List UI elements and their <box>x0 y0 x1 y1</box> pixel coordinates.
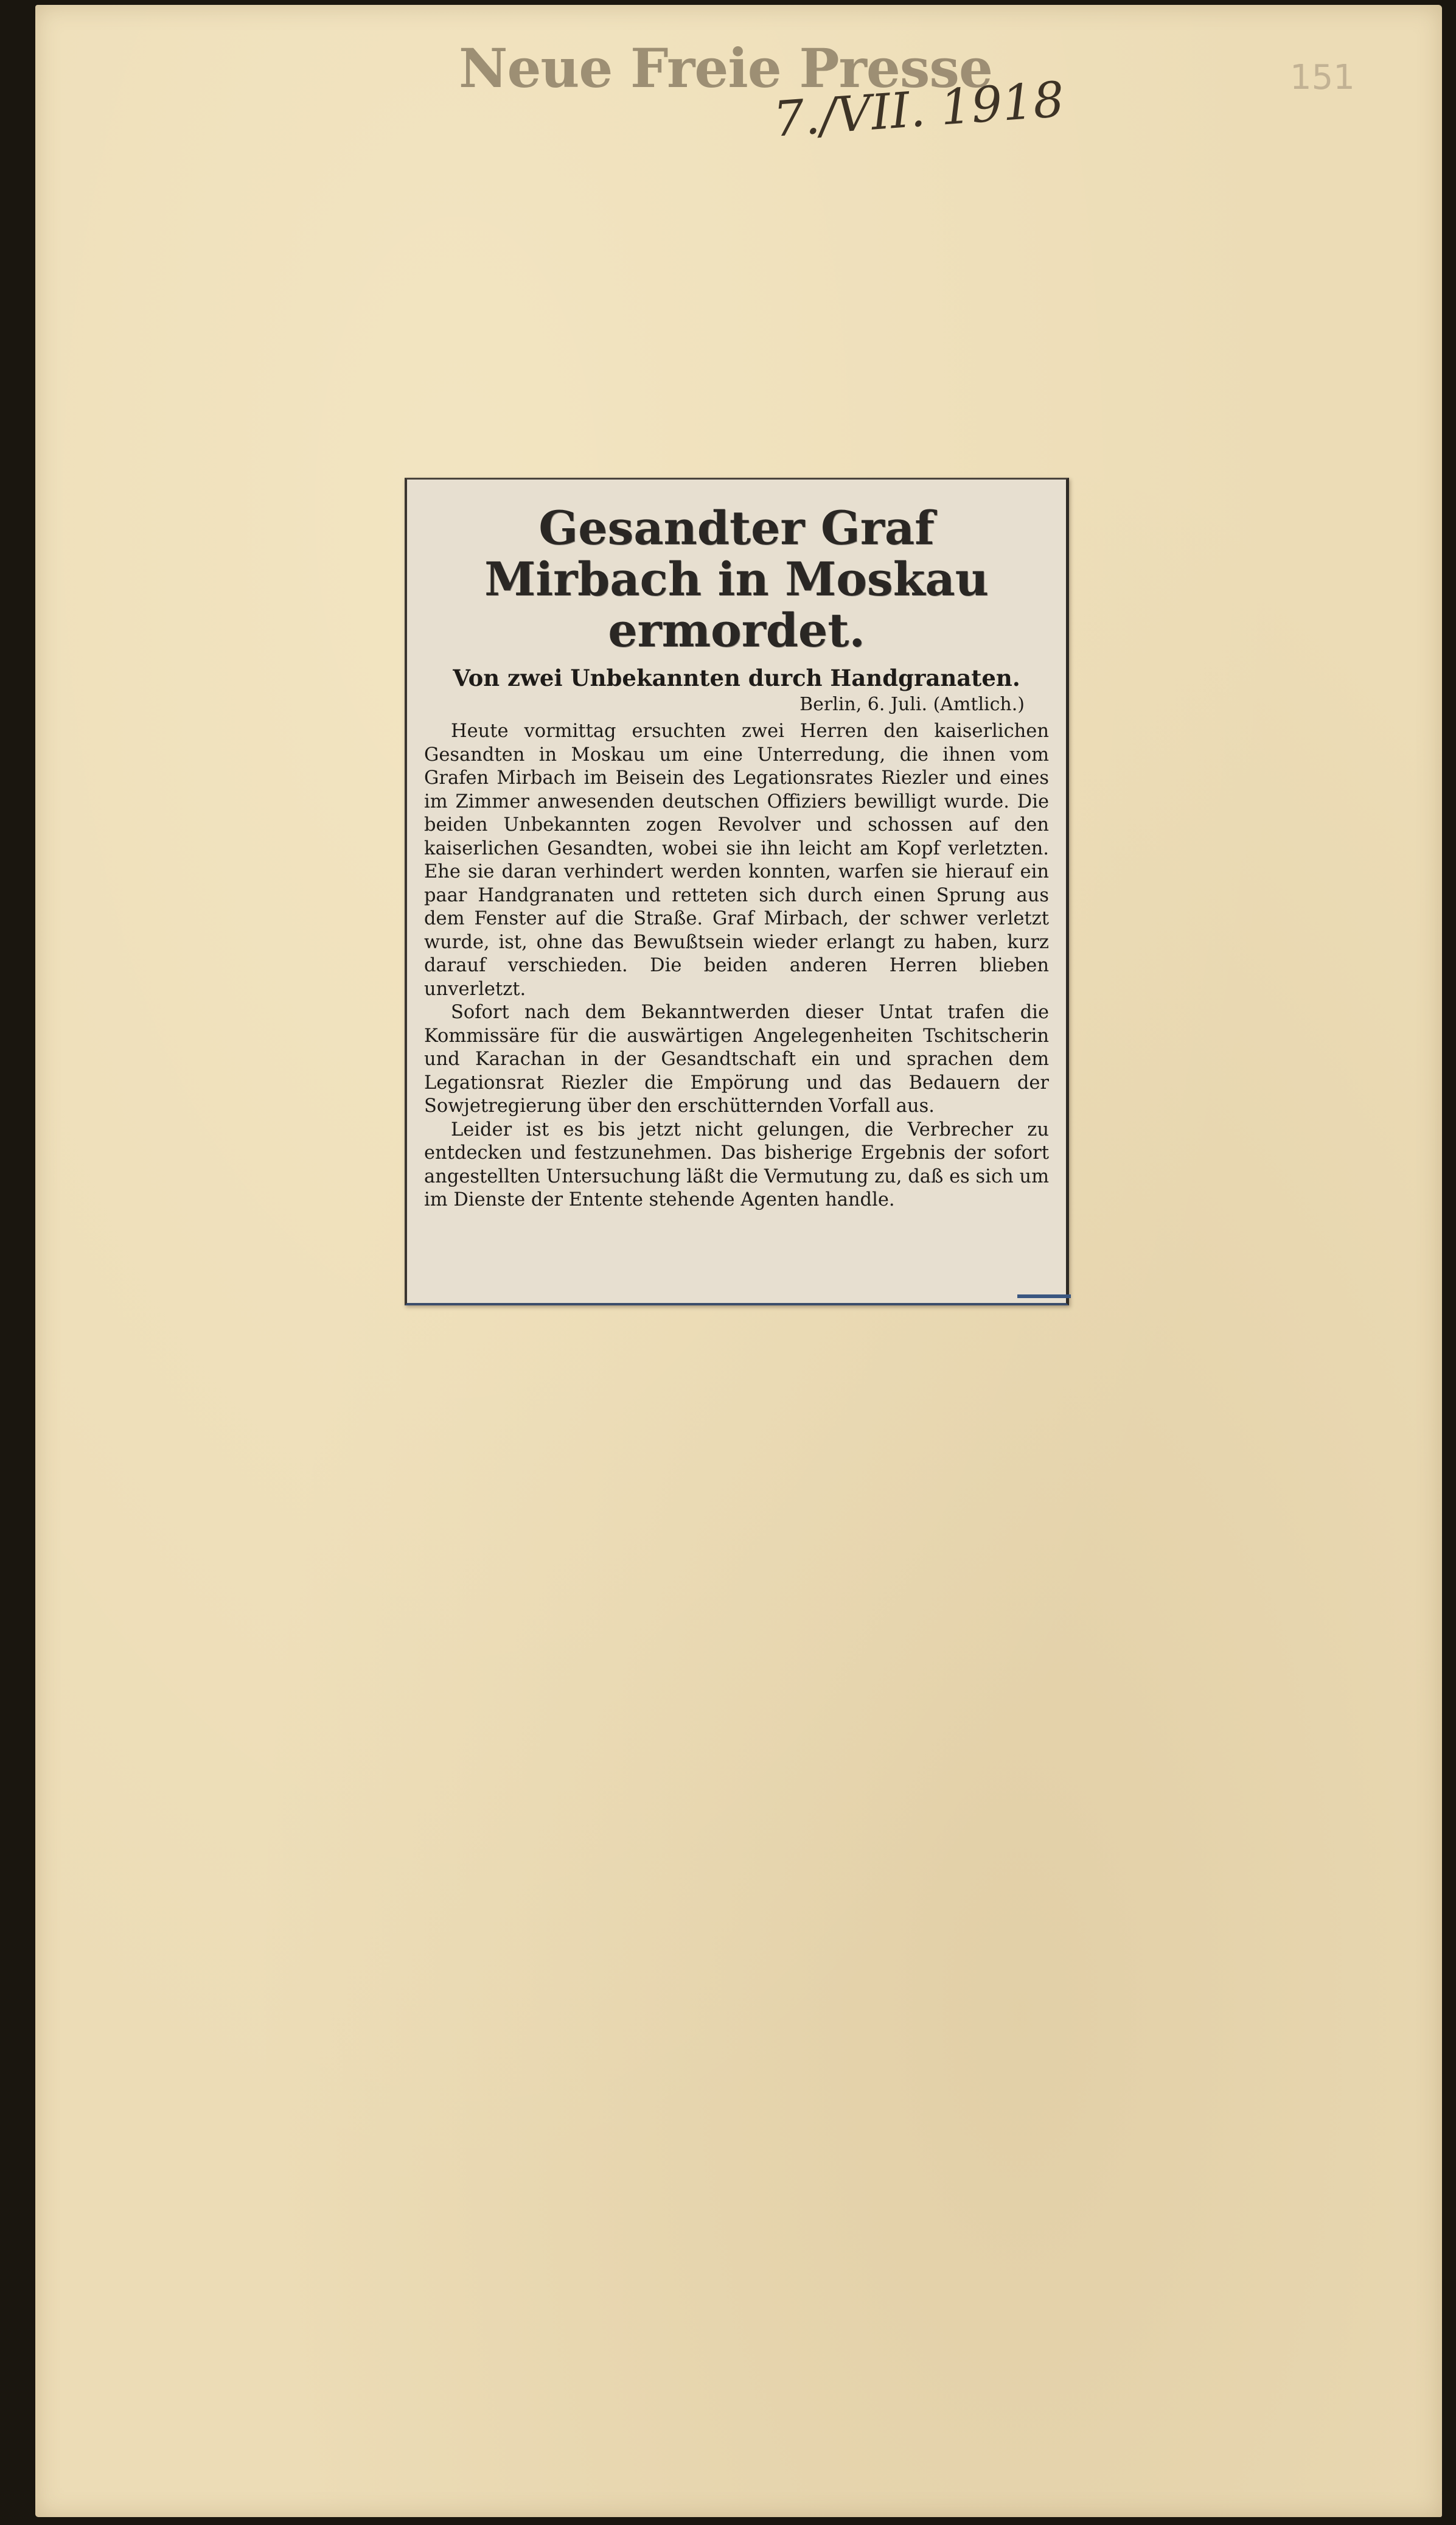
article-paragraph: Heute vormittag ersuchten zwei Herren den kaiserlichen Gesandten in Moskau um eine Unterredung, die ihnen vom Grafen Mirbach im Beisein des Legationsrates Riezler und eines im Zimmer anwesenden deutschen Offiziers bewilligt wurde. Die beiden Unbekannten zogen Revolver und schossen auf den kaiserlichen Gesandten, wobei sie ihn leicht am Kopf verletzten. Ehe sie daran verhindert werden konnten, warfen sie hierauf ein paar Handgranaten und retteten sich durch einen Sprung aus dem Fenster auf die Straße. Graf Mirbach, der schwer verletzt wurde, ist, ohne das Bewußtsein wieder erlangt zu haben, kurz darauf verschieden. Die beiden anderen Herren blieben unverletzt. <box>424 721 1049 1000</box>
pencil-page-number: 151 <box>1290 58 1355 97</box>
newspaper-stamp: Neue Freie Presse <box>459 37 992 100</box>
article-subhead: Von zwei Unbekannten durch Handgranaten. <box>453 665 1020 691</box>
article-paragraph: Sofort nach dem Bekanntwerden dieser Untat trafen die Kommissäre für die auswärtigen Angelegenheiten Tschitscherin und Karachan in der Gesandtschaft ein und sprachen dem Legationsrat Riezler die Empörung und das Bedauern der Sowjetregierung über den erschütternden Vorfall aus. <box>424 1002 1049 1117</box>
article-body <box>424 720 1049 1212</box>
article-paragraph: Leider ist es bis jetzt nicht gelungen, die Verbrecher zu entdecken und festzunehmen. Das bisherige Ergebnis der sofort angestellten Untersuchung läßt die Vermutung zu, daß es sich um im Dienste der Entente stehende Agenten handle. <box>424 1119 1049 1210</box>
handwritten-date: 7./VII. 1918 <box>772 71 1067 148</box>
article-dateline: Berlin, 6. Juli. (Amtlich.) <box>799 694 1025 715</box>
newspaper-clipping <box>405 478 1069 1305</box>
ink-mark <box>1017 1294 1071 1298</box>
article-headline: Gesandter Graf Mirbach in Moskau ermordet. <box>484 501 989 657</box>
